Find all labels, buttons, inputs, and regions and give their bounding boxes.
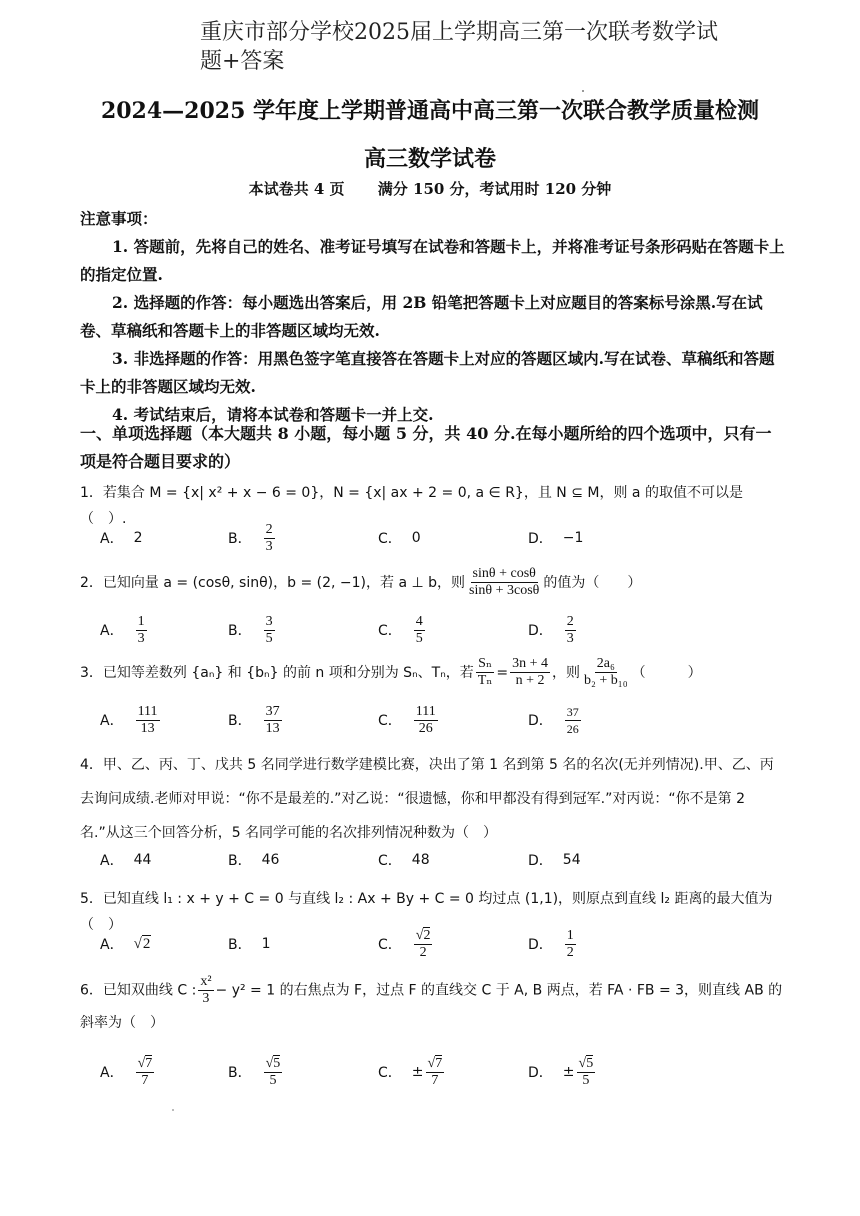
notice-heading: 注意事项： [80,209,158,228]
option-a: A． 44 [100,852,152,869]
page-count: 本试卷共 4 页 [248,180,345,198]
section-heading: 一、单项选择题（本大题共 8 小题，每小题 5 分，共 40 分.在每小题所给的四个选项中，只有一项是符合题目要求的） [80,424,772,471]
option-a: A． √2 [100,935,151,953]
option-c: C． 48 [378,852,430,869]
option-d: D． $\frac{2}{3}$ [528,613,574,646]
option-d: D． −1 [528,530,584,547]
option-c: C． 0 [378,530,421,547]
option-b: B． 46 [228,852,280,869]
question-2: 2．已知向量 a = (cosθ, sinθ)，b = (2, −1)，若 a ⊥ b，则 $\frac{\sin\theta + \cos\theta}{\sin\theta + 3\cos\theta}$ 的值为（ ） [80,566,642,598]
notice-block [80,205,785,429]
question-3: 3．已知等差数列 {aₙ} 和 {bₙ} 的前 n 项和分别为 Sₙ、Tₙ，若 $\frac{\text{Sₙ}}{\text{Tₙ}}$ = $\frac{3n + 4}{n + 2}$ ，则 $\frac{\text{2a₆}}{\text{b₂ + b₁₀}}$ （ ） [80,656,702,688]
option-d: D． 54 [528,852,581,869]
option-b: B． $\frac{√5}{5}$ [228,1055,281,1088]
option-d: D． ± $\frac{√5}{5}$ [528,1055,594,1088]
option-a: A． $\frac{√7}{7}$ [100,1055,153,1088]
option-c: C． $\frac{√2}{2}$ [378,927,431,960]
option-a: A． 2 [100,530,143,547]
question-2-options [100,610,780,650]
question-6-options [100,1052,780,1092]
speck [582,90,584,92]
notice-item: 2. 选择题的作答：每小题选出答案后，用 2B 铅笔把答题卡上对应题目的答案标号涂黑.写在试卷、草稿纸和答题卡上的非答题区域均无效. [80,293,763,340]
question-1: 1．若集合 M = {x| x² + x − 6 = 0}，N = {x| ax + 2 = 0, a ∈ R}，且 N ⊆ M，则 a 的取值不可以是（ ）. [80,485,743,527]
notice-item: 3. 非选择题的作答：用黑色签字笔直接答在答题卡上对应的答题区域内.写在试卷、草稿纸和答题卡上的非答题区域均无效. [80,349,775,396]
option-a: A． $\frac{1}{3}$ [100,613,145,646]
exam-subtitle: 高三数学试卷 [363,146,496,172]
question-5-options [100,924,780,964]
notice-item: 4. 考试结束后，请将本试卷和答题卡一并上交. [112,405,434,424]
option-d: D． $\frac{1}{2}$ [528,927,574,960]
question-3-options [100,700,780,740]
question-6: 6．已知双曲线 C : $\frac{\text{x²}}{3}$ − y² = 1 的右焦点为 F，过点 F 的直线交 C 于 A, B 两点，若 FA · FB = 3，则直线 AB 的斜率为（ ） [80,974,783,1031]
exam-meta [0,178,860,199]
score-time: 满分 150 分，考试用时 120 分钟 [377,180,612,198]
option-c: C． ± $\frac{√7}{7}$ [378,1055,443,1088]
option-b: B． $\frac{2}{3}$ [228,521,273,554]
option-b: B． $\frac{37}{13}$ [228,703,280,736]
option-c: C． $\frac{111}{26}$ [378,703,436,736]
question-1-options [100,518,780,558]
option-d: D． $\frac{37}{26}$ [528,704,579,736]
document-title: 重庆市部分学校2025届上学期高三第一次联考数学试题+答案 [200,20,718,74]
question-4-options [100,840,780,880]
notice-item: 1. 答题前，先将自己的姓名、准考证号填写在试卷和答题卡上，并将准考证号条形码贴在答题卡上的指定位置. [80,237,785,284]
exam-title: 2024—2025 学年度上学期普通高中高三第一次联合教学质量检测 [100,98,760,124]
option-b: B． 1 [228,936,271,953]
question-4: 4．甲、乙、丙、丁、戊共 5 名同学进行数学建模比赛，决出了第 1 名到第 5 名的名次(无并列情况).甲、乙、丙去询问成绩.老师对甲说：“你不是最差的.”对乙说：“很遗憾，你和甲都没有得到冠军.”对丙说：“你不是第 2 名.”从这三个回答分析，5 名同学可能的名次排列情况种数为（ ） [80,757,774,841]
option-a: A． $\frac{111}{13}$ [100,703,158,736]
option-b: B． $\frac{3}{5}$ [228,613,273,646]
question-5: 5．已知直线 l₁ : x + y + C = 0 与直线 l₂ : Ax + By + C = 0 均过点 (1,1)，则原点到直线 l₂ 距离的最大值为（ ） [80,891,773,933]
speck [172,1109,174,1111]
option-c: C． $\frac{4}{5}$ [378,613,423,646]
